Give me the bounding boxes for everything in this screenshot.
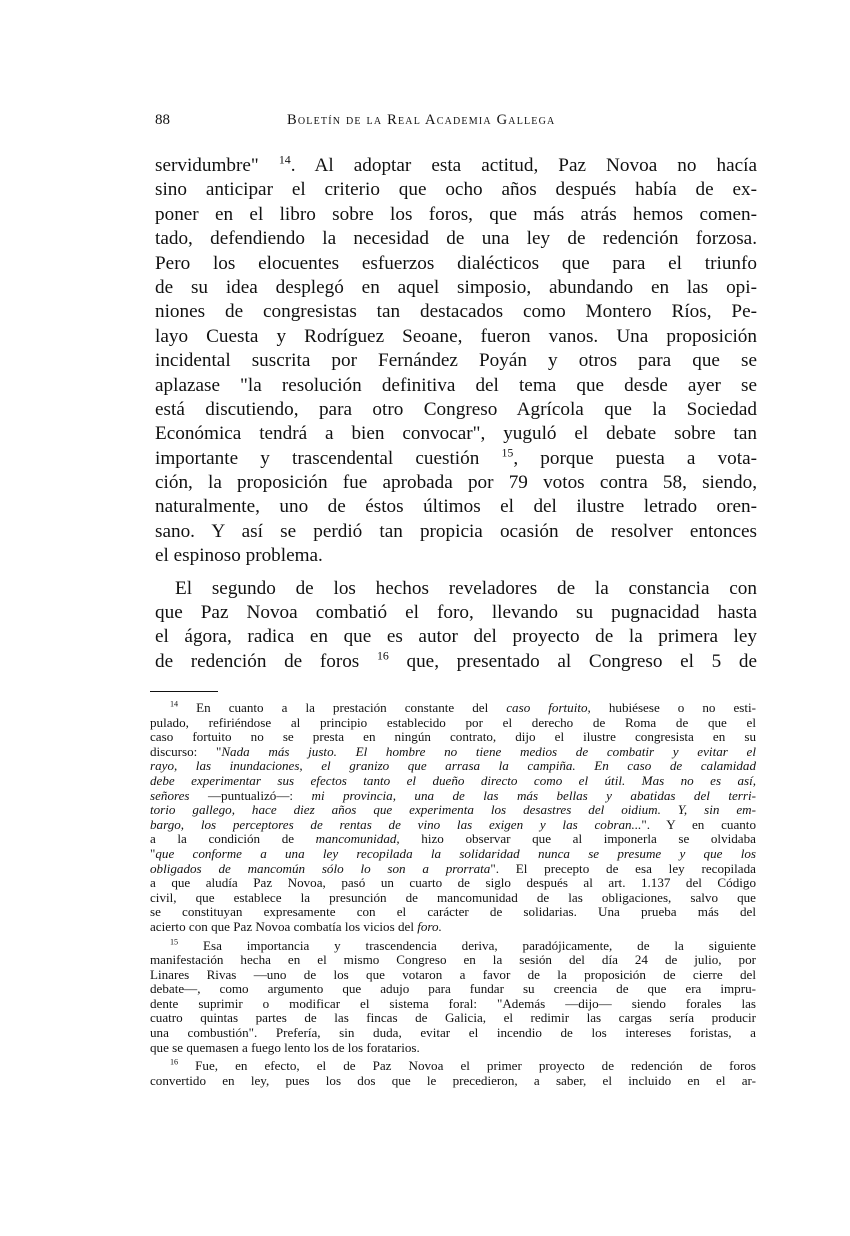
text-run: está discutiendo, para otro Congreso Agrícola que la Sociedad [155, 398, 757, 420]
text-run: aplazase "la resolución definitiva del tema que desde ayer se [155, 374, 757, 396]
text-run: Esa importancia y trascendencia deriva, paradójicamente, de la siguiente [178, 937, 756, 953]
body-line [155, 625, 757, 649]
text-run: dente suprimir o modificar el sistema foral: "Además —dijo— siendo forales las [150, 995, 756, 1011]
text-run: a la condición de [150, 831, 316, 847]
footnote-line [150, 701, 756, 716]
text-run: se constituyan expresamente con el carácter de solidarias. Una prueba más del [150, 904, 756, 920]
body-line [155, 203, 757, 227]
text-run: sano. Y así se perdió tan propicia ocasión de resolver entonces [155, 520, 757, 542]
footnote-line [150, 774, 756, 789]
running-header [155, 112, 755, 132]
footnote-reference: 15 [170, 937, 179, 947]
text-run: sino anticipar el criterio que ocho años después había de ex- [155, 179, 757, 201]
footnote-reference: 16 [376, 648, 389, 663]
footnote-line [150, 968, 756, 983]
running-title: Boletín de la Real Academia Gallega [287, 112, 556, 128]
text-run: el espinoso problema. [155, 545, 323, 567]
body-line [155, 276, 757, 300]
body-line [155, 227, 757, 251]
text-run: foro. [417, 918, 442, 934]
footnote-reference: 14 [170, 699, 179, 709]
text-run: rayo, las inundaciones, el granizo que arrasa la campiña. En caso de calamidad [150, 758, 756, 774]
footnote-separator [150, 691, 218, 692]
text-run: acierto con que Paz Novoa combatía los vicios del [150, 918, 418, 934]
body-line [155, 325, 757, 349]
text-run: —puntualizó—: [189, 787, 312, 803]
body-line [155, 495, 757, 519]
footnote-line [150, 1074, 756, 1089]
footnote-line [150, 730, 756, 745]
text-run: pulado, refiriéndose al principio establecido por el derecho de Roma de que el [150, 714, 756, 730]
text-run: torio gallego, hace diez años que experimenta los desastres del oidium. Y, sin em- [150, 802, 756, 818]
footnote-line [150, 997, 756, 1012]
text-run: poner en el libro sobre los foros, que más atrás hemos comen- [155, 203, 757, 225]
text-run: obligados de mancomún sólo lo son a prorrata [150, 860, 491, 876]
body-line [155, 650, 757, 674]
footnote-line [150, 891, 756, 906]
text-run: caso fortuito, [506, 700, 591, 715]
footnote-line [150, 1026, 756, 1041]
body-line [155, 544, 757, 568]
footnote-line [150, 953, 756, 968]
text-run: Nada más justo. El hombre no tiene medios de combatir y evitar el [221, 743, 756, 759]
text-run: En cuanto a la prestación constante del [178, 700, 507, 715]
text-run: " [150, 845, 156, 861]
text-run: el ágora, radica en que es autor del proyecto de la primera ley [155, 626, 757, 648]
text-run: debate—, como argumento que adujo para fundar su creencia de que era impru- [150, 981, 756, 997]
footnote-line [150, 876, 756, 891]
footnotes [150, 701, 756, 1088]
text-run: que, presentado al Congreso el 5 de [388, 650, 757, 672]
text-run: incidental suscrita por Fernández Poyán y otros para que se [155, 350, 757, 372]
text-run: tado, defendiendo la necesidad de una ley de redención forzosa. [155, 228, 757, 250]
text-run: hubiésese o no esti- [590, 700, 756, 715]
text-run: ". Y en cuanto [641, 816, 756, 832]
footnote-line [150, 832, 756, 847]
text-run: caso fortuito no se presta en ningún contrato, dijo el ilustre congresista en su [150, 729, 756, 745]
body-line [155, 252, 757, 276]
text-run: Linares Rivas —uno de los que votaron a favor de la proposición de cierre del [150, 966, 756, 982]
text-run: debe experimentar sus efectos tanto el dueño directo como el útil. Mas no es así, [150, 772, 756, 788]
text-run: que Paz Novoa combatió el foro, llevando su pugnacidad hasta [155, 602, 757, 624]
text-run: , porque puesta a vota- [513, 447, 757, 469]
body-line [155, 300, 757, 324]
footnote-line [150, 745, 756, 760]
footnote-line [150, 759, 756, 774]
text-run: mancomunidad, [315, 831, 400, 847]
body-line [155, 447, 757, 471]
footnote-line [150, 1041, 756, 1056]
body-line [155, 398, 757, 422]
footnote-line [150, 789, 756, 804]
text-run: Fue, en efecto, el de Paz Novoa el primer proyecto de redención de foros [178, 1058, 756, 1074]
footnote-line [150, 1059, 756, 1074]
text-run: hizo observar que al imponerla se olvidaba [399, 831, 756, 847]
footnote-line [150, 905, 756, 920]
text-run: niones de congresistas tan destacados como Montero Ríos, Pe- [155, 301, 757, 323]
footnote-line [150, 1011, 756, 1026]
footnote-line [150, 939, 756, 954]
footnote-line [150, 862, 756, 877]
text-run: cuatro quintas partes de las fincas de Galicia, el redimir las cargas sería producir [150, 1010, 756, 1026]
body-line [155, 471, 757, 495]
footnote-line [150, 716, 756, 731]
text-run: civil, que establece la presunción de mancomunidad de las obligaciones, salvo que [150, 889, 756, 905]
text-run: de su idea desplegó en aquel simposio, abundando en las opi- [155, 276, 757, 298]
text-run: convertido en ley, pues los dos que le precedieron, a saber, el incluido en el ar- [150, 1072, 756, 1088]
footnote-line [150, 803, 756, 818]
footnote-line [150, 982, 756, 997]
text-run: señores [150, 787, 190, 803]
body-line [155, 349, 757, 373]
footnote-reference: 15 [501, 445, 514, 460]
body-line [155, 577, 757, 601]
body-line [155, 154, 757, 178]
text-run: El segundo de los hechos reveladores de la constancia con [175, 577, 757, 599]
text-run: ción, la proposición fue aprobada por 79 votos contra 58, siendo, [155, 472, 757, 494]
text-run: layo Cuesta y Rodríguez Seoane, fueron vanos. Una proposición [155, 325, 757, 347]
text-run: una combustión". Prefería, sin duda, evitar el incendio de los intereses foristas, a [150, 1025, 756, 1041]
text-run: . Al adoptar esta actitud, Paz Novoa no hacía [290, 155, 757, 176]
text-run: bargo, los perceptores de rentas de vino las exigen y las cobran... [150, 816, 642, 832]
footnote-line [150, 847, 756, 862]
body-line [155, 422, 757, 446]
footnote-reference: 16 [170, 1057, 179, 1067]
text-run: naturalmente, uno de éstos últimos el del ilustre letrado oren- [155, 496, 757, 518]
text-run: importante y trascendental cuestión [155, 447, 502, 469]
body-line [155, 520, 757, 544]
body-line [155, 374, 757, 398]
text-run: que se quemasen a fuego lento los de los foratarios. [150, 1039, 420, 1055]
text-run: ". El precepto de esa ley recopilada [490, 860, 756, 876]
text-run: discurso: " [150, 743, 222, 759]
page-number: 88 [155, 112, 170, 128]
text-run: servidumbre" [155, 155, 279, 176]
text-run: Pero los elocuentes esfuerzos dialécticos que para el triunfo [155, 252, 757, 274]
text-run: a que aludía Paz Novoa, pasó un cuarto de siglo después al art. 1.137 del Código [150, 875, 756, 891]
text-run: Económica tendrá a bien convocar", yuguló el debate sobre tan [155, 423, 757, 445]
body-text [155, 154, 757, 674]
text-run: mi provincia, una de las más bellas y abatidas del terri- [311, 787, 756, 803]
text-run: manifestación hecha en el mismo Congreso en la sesión del día 24 de julio, por [150, 952, 756, 968]
paragraph-gap [155, 569, 757, 577]
text-run: de redención de foros [155, 650, 377, 672]
text-run: que conforme a una ley recopilada la solidaridad nunca se presume y que los [155, 845, 756, 861]
body-line [155, 601, 757, 625]
footnote-line [150, 818, 756, 833]
footnote-reference: 14 [278, 152, 291, 167]
footnote-line [150, 920, 756, 935]
body-line [155, 178, 757, 202]
